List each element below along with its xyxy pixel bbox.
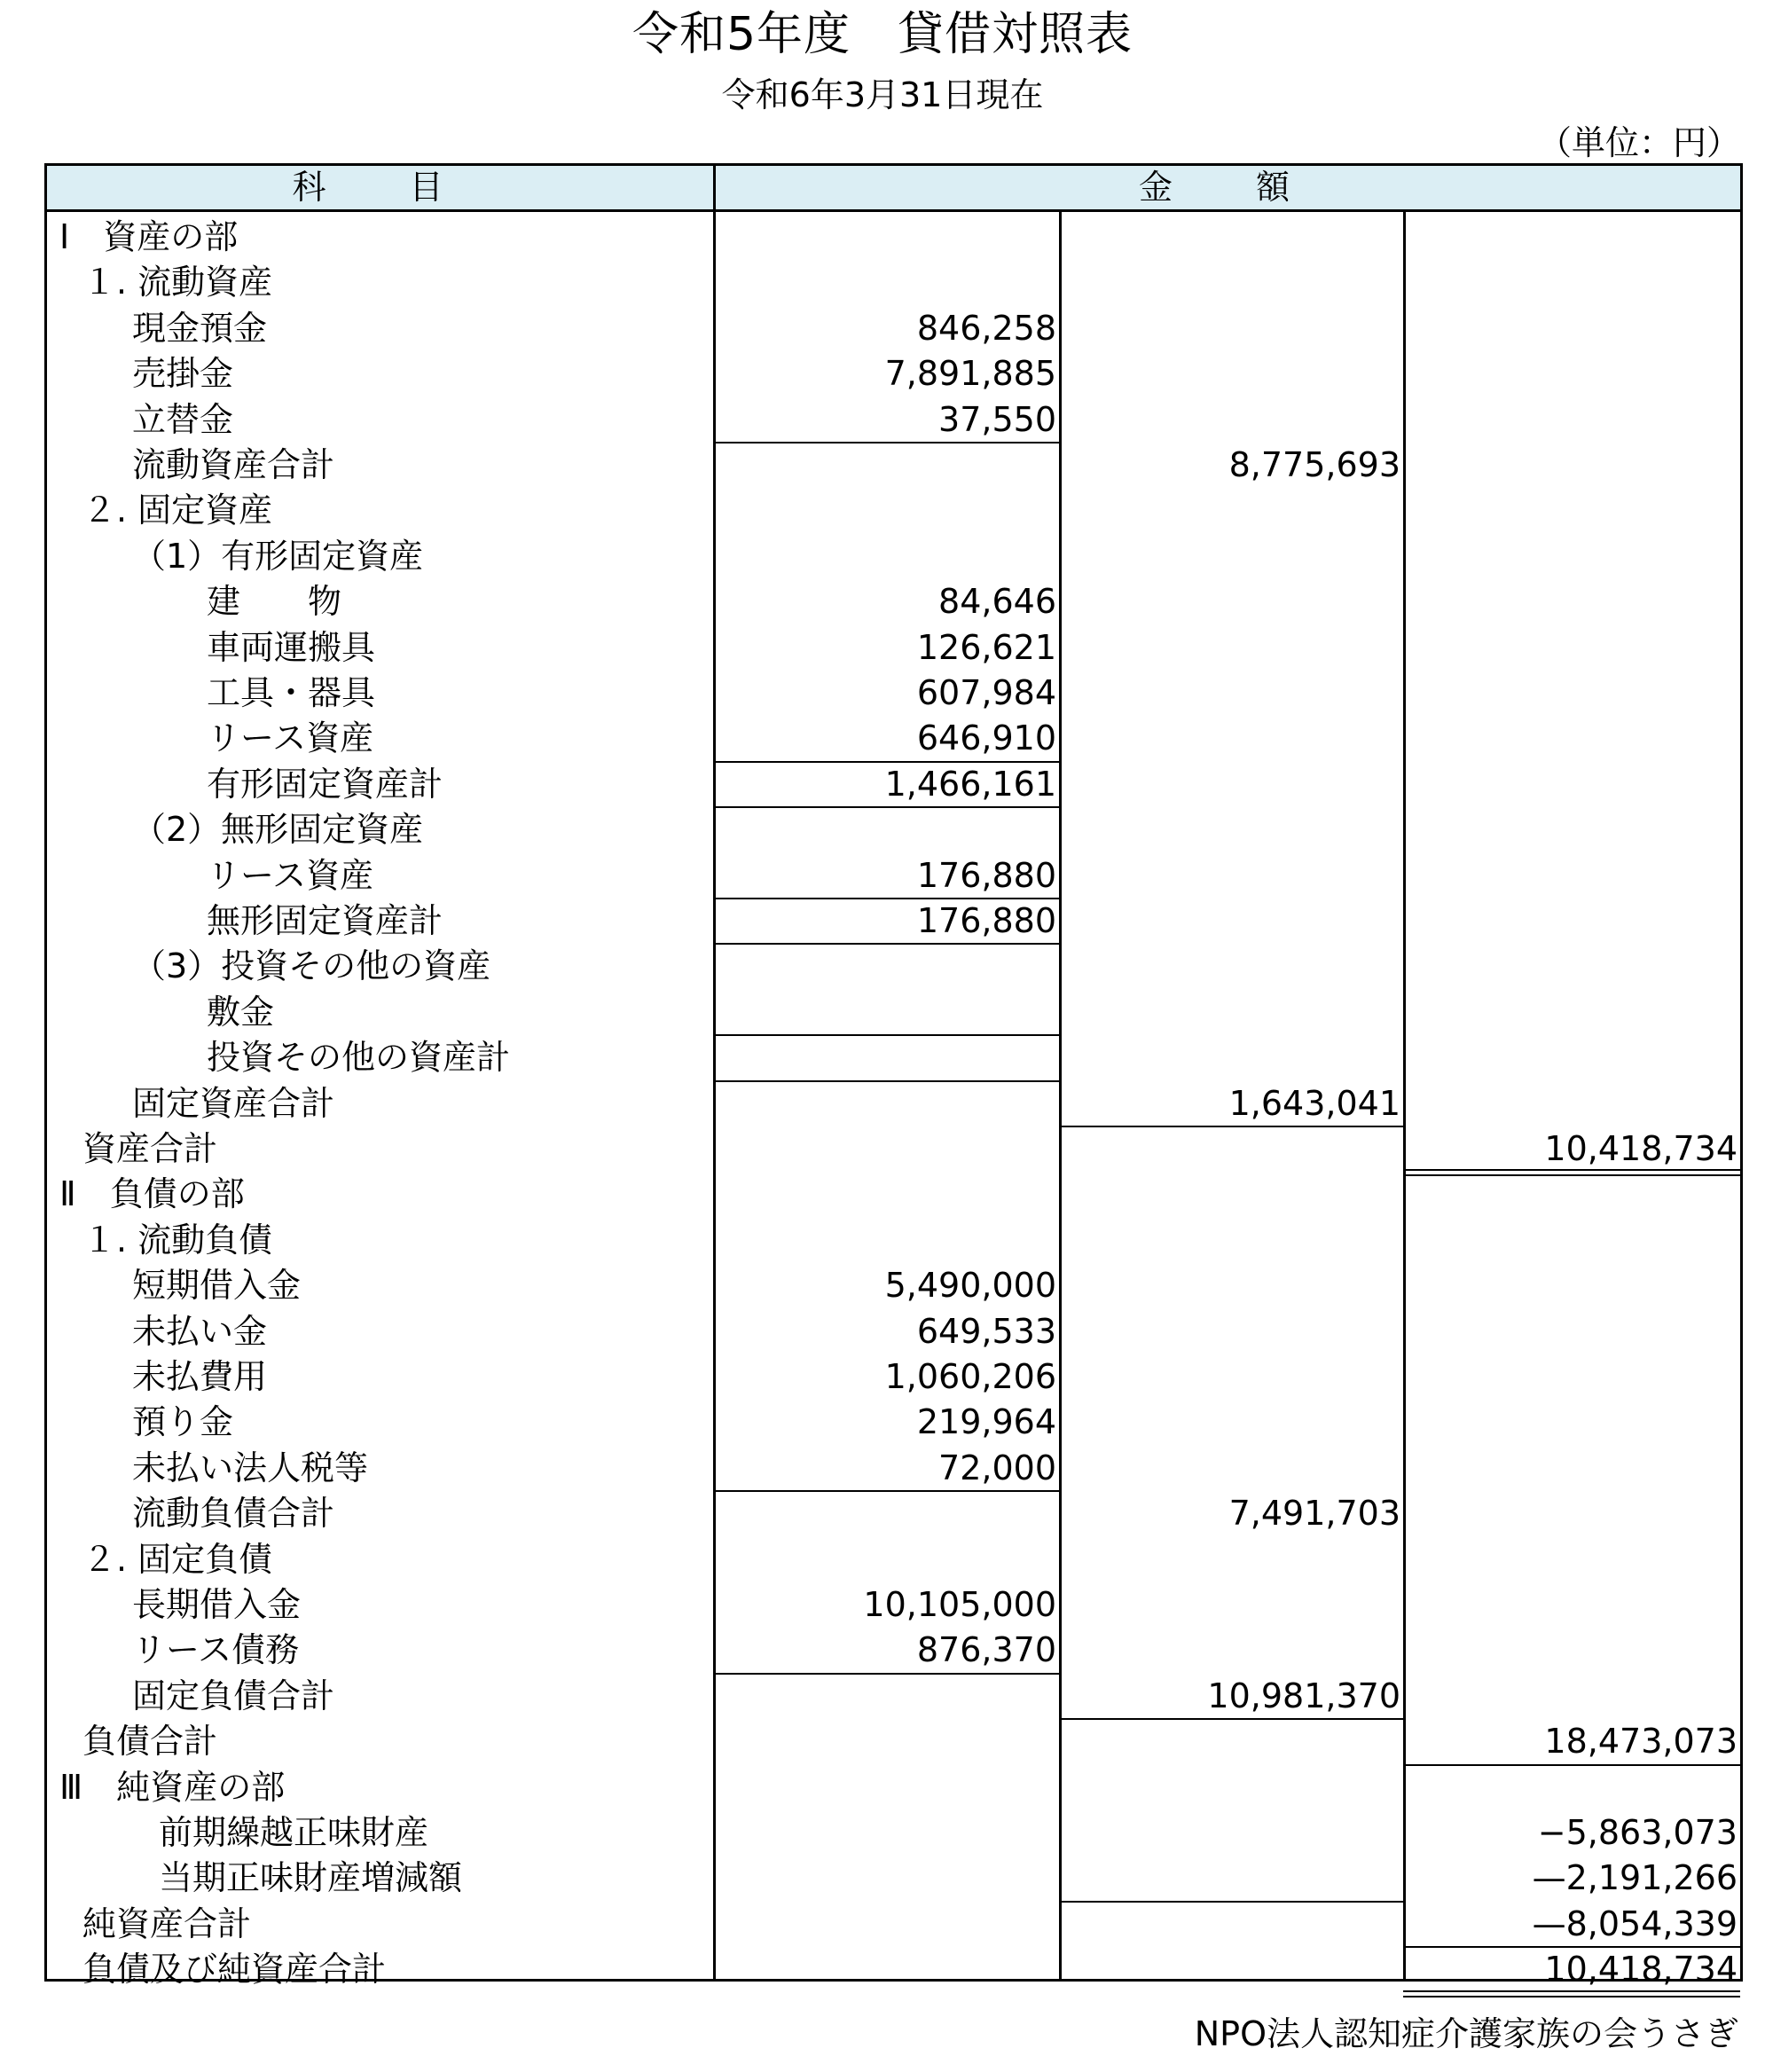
- row-label: 敷金: [207, 992, 275, 1032]
- row-label: 現金預金: [132, 308, 268, 348]
- amount-col1: 176,880: [916, 855, 1056, 895]
- amount-col1: 5,490,000: [884, 1266, 1056, 1306]
- amount-col1: 876,370: [916, 1630, 1056, 1670]
- amount-col2: 7,491,703: [1228, 1494, 1400, 1534]
- row-label: （2）無形固定資産: [132, 810, 424, 850]
- amount-col3: 18,473,073: [1544, 1722, 1738, 1762]
- subtotal-rule: [713, 1490, 1059, 1492]
- row-label: 長期借入金: [132, 1585, 302, 1624]
- row-label: 有形固定資産計: [207, 764, 443, 804]
- row-label: Ⅱ 負債の部: [59, 1174, 245, 1214]
- subtotal-rule: [1403, 1764, 1740, 1766]
- subtotal-rule: [713, 442, 1059, 443]
- unit-label: （単位：円）: [1537, 123, 1740, 162]
- row-label: 固定資産合計: [132, 1083, 335, 1123]
- subtotal-rule: [1059, 1901, 1403, 1903]
- amount-col1: 646,910: [916, 718, 1056, 758]
- row-label: 立替金: [132, 399, 234, 439]
- row-label: 資産合計: [82, 1129, 218, 1168]
- row-label: 投資その他の資産計: [207, 1038, 511, 1078]
- subtotal-rule: [713, 1673, 1059, 1675]
- row-label: 前期繰越正味財産: [159, 1813, 429, 1852]
- table-header: [47, 166, 1740, 212]
- amount-col1: 37,550: [938, 399, 1056, 439]
- row-label: 無形固定資産計: [207, 901, 443, 940]
- subtotal-rule: [1403, 1946, 1740, 1948]
- amount-col1: 126,621: [916, 627, 1056, 667]
- divider-col2-col3: [1403, 212, 1406, 1982]
- page-subtitle: 令和6年3月31日現在: [721, 75, 1044, 114]
- amount-col3: −5,863,073: [1537, 1813, 1738, 1852]
- subtotal-rule: [713, 898, 1059, 899]
- subtotal-rule: [1059, 1126, 1403, 1127]
- row-label: 流動負債合計: [132, 1494, 335, 1534]
- row-label: 短期借入金: [132, 1266, 302, 1306]
- row-label: 預り金: [132, 1402, 234, 1442]
- total-double-rule: [1403, 1169, 1740, 1176]
- amount-col1: 846,258: [916, 308, 1056, 348]
- amount-col1: 84,646: [938, 582, 1056, 622]
- row-label: 負債合計: [82, 1722, 218, 1762]
- row-label: １. 流動資産: [82, 263, 273, 302]
- subtotal-rule: [713, 761, 1059, 763]
- row-label: リース資産: [207, 718, 374, 758]
- header-amount: 金 額: [1138, 168, 1314, 207]
- amount-col1: 7,891,885: [884, 354, 1056, 394]
- amount-col1: 72,000: [938, 1448, 1056, 1487]
- balance-sheet-table: [44, 163, 1743, 1990]
- row-label: リース債務: [132, 1630, 300, 1670]
- header-account: 科 目: [292, 168, 468, 207]
- row-label: 未払費用: [132, 1357, 268, 1396]
- amount-col1: 10,105,000: [863, 1585, 1056, 1624]
- amount-col2: 8,775,693: [1228, 445, 1400, 484]
- amount-col2: 1,643,041: [1228, 1083, 1400, 1123]
- total-double-rule: [1403, 1990, 1740, 1997]
- row-label: 固定負債合計: [132, 1676, 335, 1715]
- row-label: Ⅰ 資産の部: [59, 217, 239, 256]
- row-label: リース資産: [207, 855, 374, 895]
- row-label: 工具・器具: [207, 673, 376, 712]
- amount-col3: —2,191,266: [1532, 1858, 1738, 1898]
- amount-col3: —8,054,339: [1532, 1903, 1738, 1943]
- row-label: 当期正味財産増減額: [159, 1858, 463, 1898]
- amount-col2: 10,981,370: [1207, 1676, 1400, 1715]
- row-label: （3）投資その他の資産: [132, 946, 491, 986]
- row-label: 建 物: [207, 582, 342, 622]
- row-label: （1）有形固定資産: [132, 536, 424, 576]
- row-label: 負債及び純資産合計: [82, 1950, 387, 1990]
- row-label: 車両運搬具: [207, 627, 376, 667]
- row-label: ２. 固定資産: [82, 491, 273, 530]
- page-title: 令和5年度 貸借対照表: [631, 8, 1134, 61]
- row-label: 未払い金: [132, 1311, 268, 1351]
- subtotal-rule: [713, 1034, 1059, 1036]
- amount-col1: 1,466,161: [884, 764, 1056, 804]
- amount-col1: 176,880: [916, 901, 1056, 940]
- subtotal-rule: [713, 1080, 1059, 1082]
- amount-col1: 607,984: [916, 673, 1056, 712]
- organization-name: NPO法人認知症介護家族の会うさぎ: [1194, 2014, 1738, 2053]
- amount-col3: 10,418,734: [1544, 1129, 1738, 1168]
- row-label: ２. 固定負債: [82, 1539, 273, 1579]
- row-label: 売掛金: [132, 354, 234, 394]
- row-label: １. 流動負債: [82, 1220, 273, 1260]
- subtotal-rule: [713, 943, 1059, 945]
- row-label: Ⅲ 純資産の部: [59, 1767, 286, 1807]
- row-label: 流動資産合計: [132, 445, 335, 484]
- amount-col3: 10,418,734: [1544, 1950, 1738, 1990]
- row-label: 純資産合計: [82, 1903, 252, 1943]
- amount-col1: 1,060,206: [884, 1357, 1056, 1396]
- subtotal-rule: [713, 806, 1059, 808]
- row-label: 未払い法人税等: [132, 1448, 369, 1487]
- amount-col1: 649,533: [916, 1311, 1056, 1351]
- amount-col1: 219,964: [916, 1402, 1056, 1442]
- subtotal-rule: [1059, 1718, 1403, 1720]
